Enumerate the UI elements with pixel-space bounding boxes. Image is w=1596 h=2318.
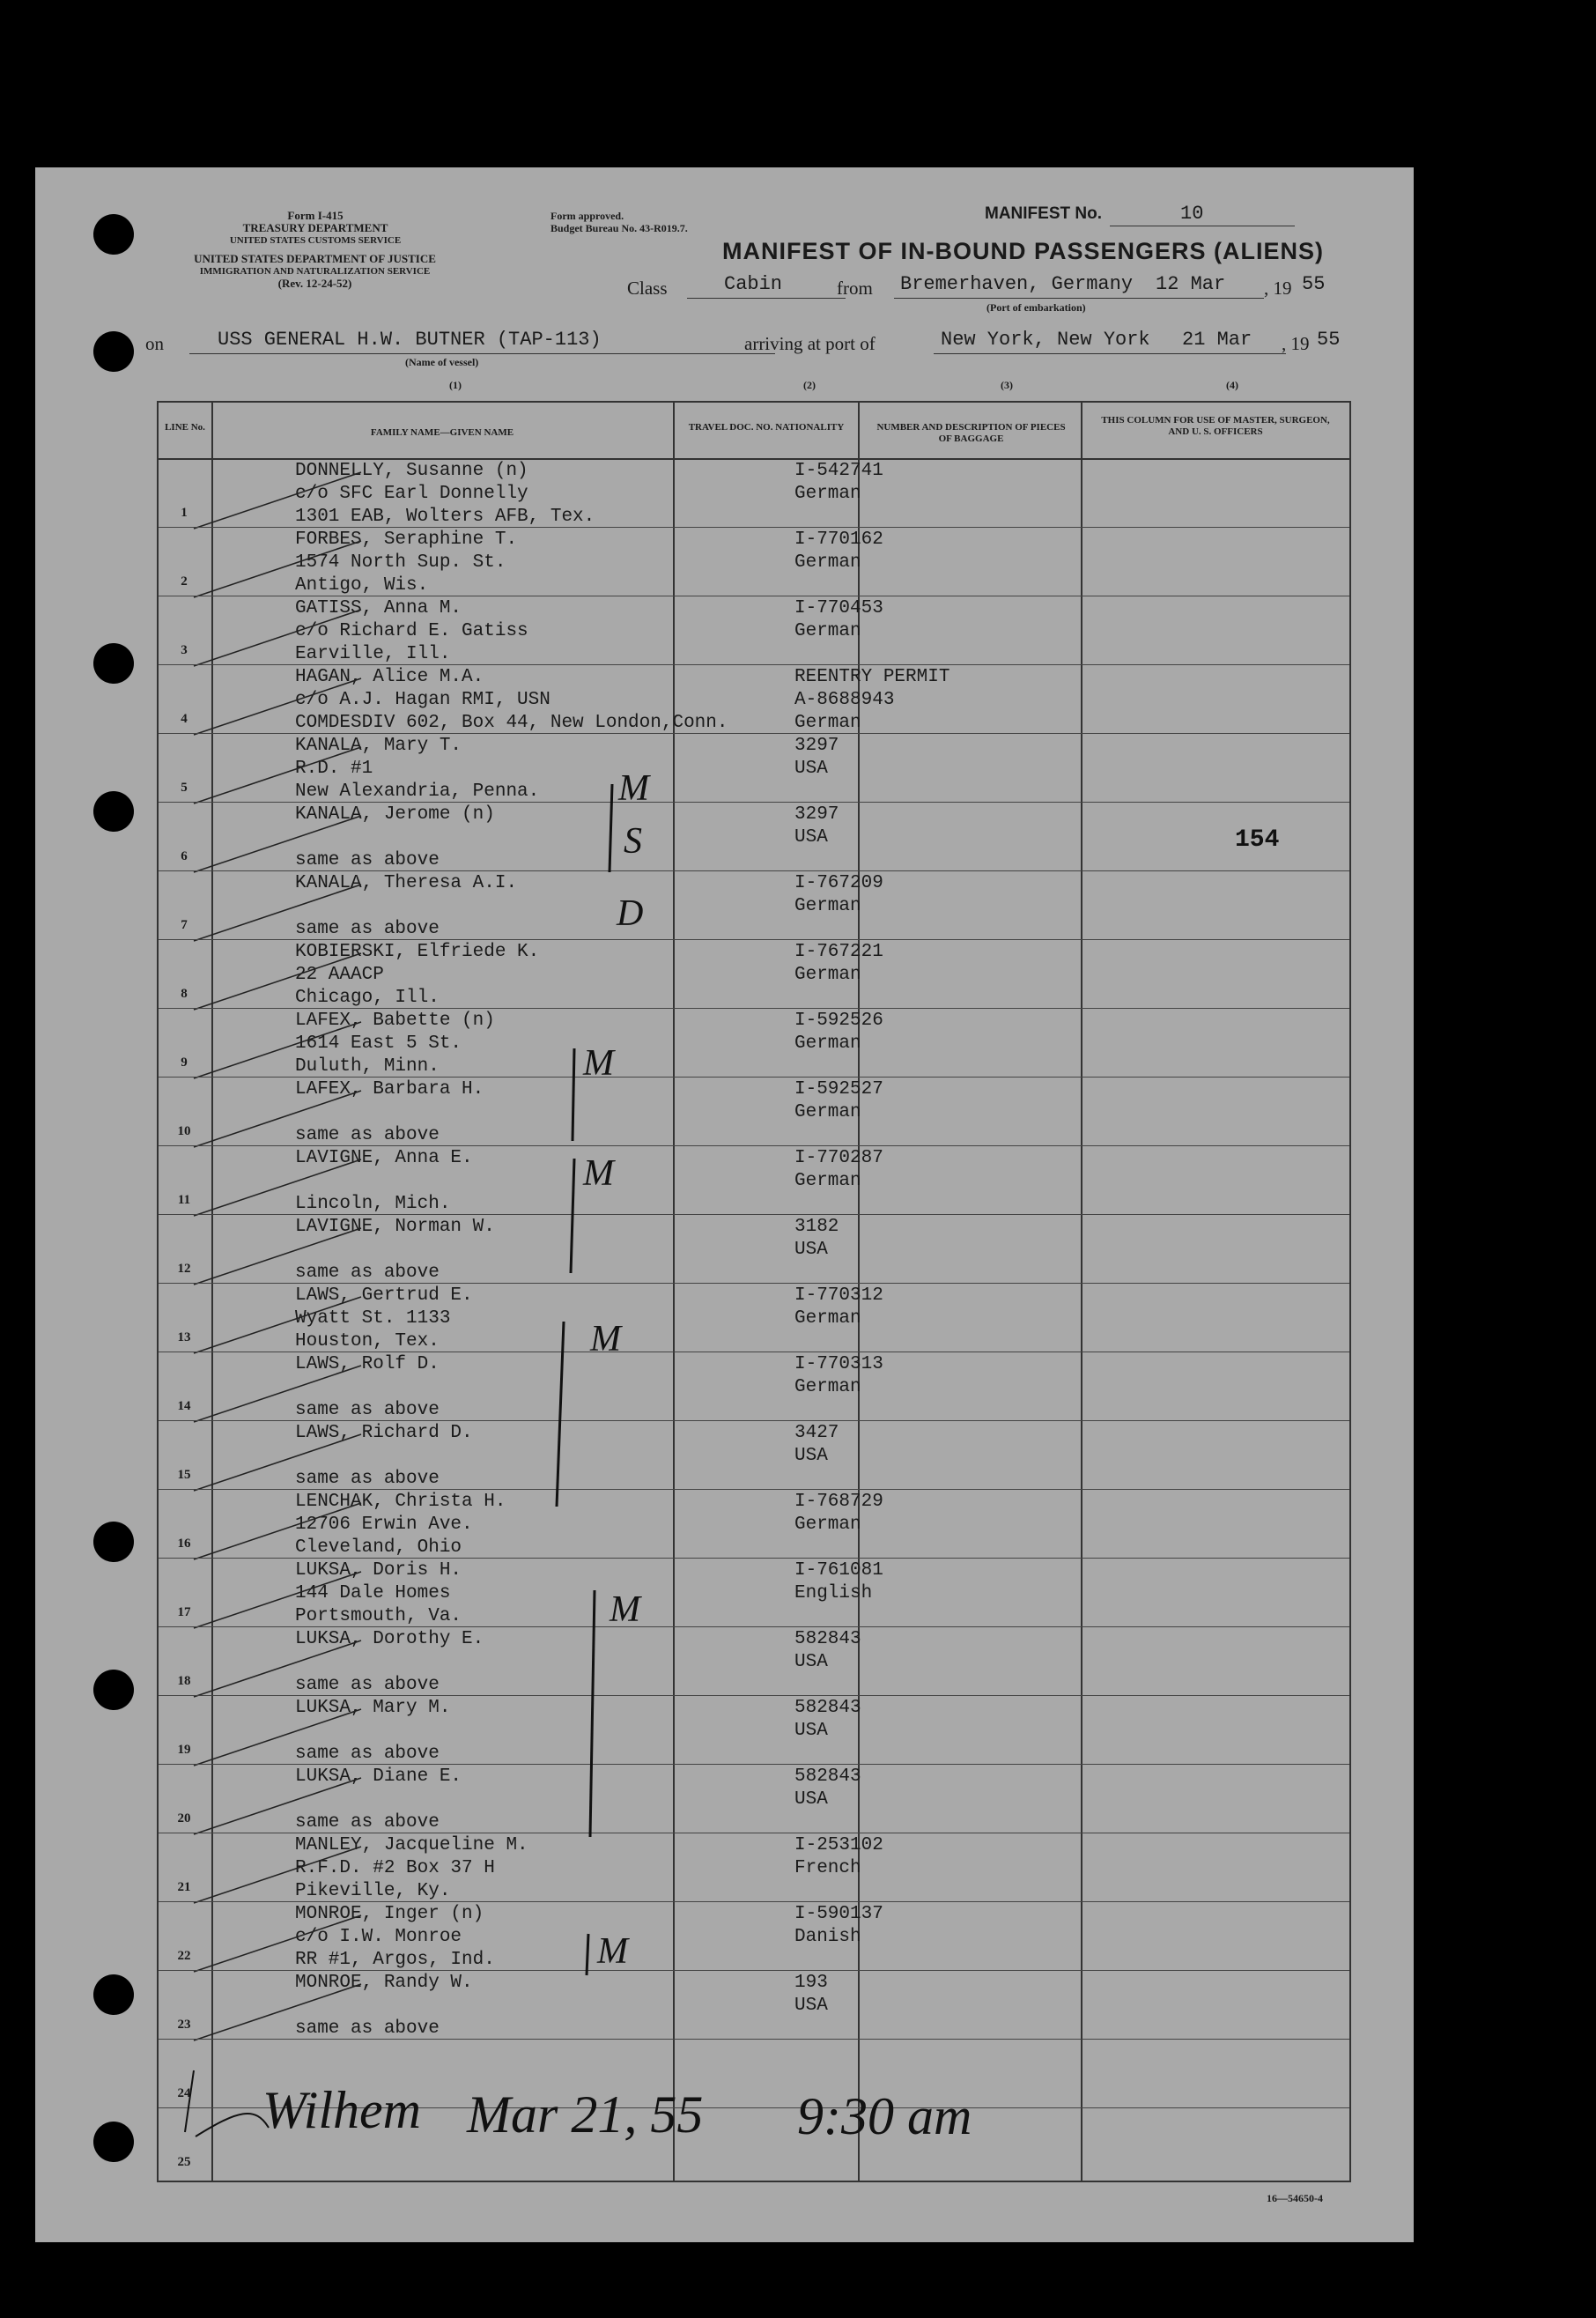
travel-doc-line: 3297 [794, 804, 839, 825]
port-of-embarkation: Bremerhaven, Germany [900, 273, 1134, 295]
line-number: 17 [177, 1605, 191, 1619]
passenger-address-line: 1574 North Sup. St. [295, 552, 506, 573]
passenger-name: HAGAN, Alice M.A. [295, 667, 484, 687]
passenger-address-line: same as above [295, 850, 440, 870]
line-number: 12 [177, 1262, 191, 1276]
embark-year: 55 [1302, 273, 1326, 295]
passenger-address-line: COMDESDIV 602, Box 44, New London,Conn. [295, 713, 728, 733]
travel-doc-line: 582843 [794, 1629, 861, 1649]
travel-doc-line: I-592526 [794, 1011, 883, 1031]
manifest-page [35, 167, 1414, 2242]
passenger-name: GATISS, Anna M. [295, 598, 462, 618]
passenger-name: MONROE, Randy W. [295, 1973, 473, 1993]
port-embark-note: (Port of embarkation) [986, 301, 1086, 314]
travel-doc-line: USA [794, 1721, 828, 1741]
passenger-address-line: same as above [295, 919, 440, 939]
line-number: 21 [177, 1880, 191, 1894]
passenger-name: LAWS, Rolf D. [295, 1354, 440, 1374]
travel-doc-line: German [794, 1171, 861, 1191]
travel-doc-line: German [794, 1308, 861, 1329]
passenger-address-line: same as above [295, 1812, 440, 1833]
line-number: 23 [177, 2018, 191, 2032]
manifest-title: MANIFEST OF IN-BOUND PASSENGERS (ALIENS) [722, 238, 1325, 264]
travel-doc-line: German [794, 1033, 861, 1054]
passenger-name: KANALA, Jerome (n) [295, 804, 495, 825]
travel-doc-line: German [794, 896, 861, 916]
travel-doc-line: USA [794, 759, 828, 779]
line-number: 6 [181, 849, 188, 863]
arrival-date: 21 Mar [1182, 329, 1252, 351]
passenger-address-line: Wyatt St. 1133 [295, 1308, 451, 1329]
mark-m-line9: M [583, 1043, 614, 1084]
travel-doc-line: German [794, 1377, 861, 1397]
passenger-name: LAWS, Richard D. [295, 1423, 473, 1443]
travel-doc-line: German [794, 713, 861, 733]
passenger-name: KANALA, Mary T. [295, 736, 462, 756]
travel-doc-line: USA [794, 1240, 828, 1260]
line-number: 16 [177, 1537, 191, 1551]
travel-doc-line: I-592527 [794, 1079, 883, 1100]
handwritten-marks [35, 167, 1414, 2242]
passenger-name: LUKSA, Diane E. [295, 1766, 462, 1787]
line-number: 8 [181, 987, 188, 1001]
travel-doc-line: USA [794, 1996, 828, 2016]
header-line-no: LINE No. [165, 422, 205, 433]
passenger-address-line: Chicago, Ill. [295, 988, 440, 1008]
passenger-address-line: c/o Richard E. Gatiss [295, 621, 528, 641]
dept-ins: IMMIGRATION AND NATURALIZATION SERVICE [199, 266, 431, 277]
passenger-address-line: same as above [295, 1469, 440, 1489]
form-approved: Form approved. [550, 210, 624, 222]
travel-doc-line: 582843 [794, 1698, 861, 1718]
line-number: 2 [181, 574, 188, 589]
header-name: FAMILY NAME—GIVEN NAME [370, 427, 514, 438]
travel-doc-line: I-770453 [794, 598, 883, 618]
passenger-name: LAFEX, Babette (n) [295, 1011, 495, 1031]
dept-customs: UNITED STATES CUSTOMS SERVICE [229, 235, 402, 246]
passenger-address-line: Cleveland, Ohio [295, 1537, 462, 1558]
travel-doc-line: USA [794, 827, 828, 848]
passenger-name: MONROE, Inger (n) [295, 1904, 484, 1924]
passenger-address-line: c/o A.J. Hagan RMI, USN [295, 690, 550, 710]
passenger-name: LUKSA, Mary M. [295, 1698, 451, 1718]
travel-doc-line: USA [794, 1652, 828, 1672]
on-label: on [145, 333, 164, 354]
travel-doc-line: I-770312 [794, 1285, 883, 1306]
line-number: 10 [177, 1124, 191, 1138]
travel-doc-line: I-767209 [794, 873, 883, 893]
travel-doc-line: French [794, 1858, 861, 1878]
passenger-name: LUKSA, Doris H. [295, 1560, 462, 1581]
travel-doc-line: A-8688943 [794, 690, 895, 710]
line-number: 18 [177, 1674, 191, 1688]
passenger-address-line: Portsmouth, Va. [295, 1606, 462, 1626]
passenger-address-line: New Alexandria, Penna. [295, 781, 540, 802]
manifest-no-label: MANIFEST No. [985, 204, 1102, 223]
header-travel-doc: TRAVEL DOC. NO. NATIONALITY [688, 422, 845, 433]
line-number: 14 [177, 1399, 191, 1413]
mark-m-line13: M [590, 1319, 621, 1359]
passenger-address-line: Houston, Tex. [295, 1331, 440, 1352]
travel-doc-line: USA [794, 1789, 828, 1810]
travel-doc-line: 193 [794, 1973, 828, 1993]
vessel-name: USS GENERAL H.W. BUTNER (TAP-113) [218, 329, 602, 351]
passenger-address-line: Pikeville, Ky. [295, 1881, 451, 1901]
line-number: 5 [181, 781, 188, 795]
from-label: from [837, 278, 873, 299]
line-number: 9 [181, 1055, 188, 1070]
dept-justice: UNITED STATES DEPARTMENT OF JUSTICE [194, 252, 436, 265]
passenger-address-line: c/o SFC Earl Donnelly [295, 484, 528, 504]
travel-doc-line: I-542741 [794, 461, 883, 481]
line-number: 11 [177, 1193, 191, 1207]
header-officers: THIS COLUMN FOR USE OF MASTER, SURGEON, AND U. S. OFFICERS [1101, 415, 1330, 437]
travel-doc-line: REENTRY PERMIT [794, 667, 950, 687]
passenger-address-line: 1614 East 5 St. [295, 1033, 462, 1054]
revision: (Rev. 12-24-52) [277, 277, 352, 290]
vessel-note: (Name of vessel) [405, 356, 479, 368]
line-number: 7 [181, 918, 188, 932]
class-label: Class [627, 278, 668, 299]
passenger-address-line: Lincoln, Mich. [295, 1194, 451, 1214]
arrival-year: 55 [1317, 329, 1341, 351]
col-num-2: (2) [803, 379, 816, 391]
passenger-name: KANALA, Theresa A.I. [295, 873, 518, 893]
travel-doc-line: German [794, 484, 861, 504]
line-number: 25 [177, 2155, 191, 2169]
header-baggage: NUMBER AND DESCRIPTION OF PIECES OF BAGGAGE [876, 422, 1066, 444]
officer-note-154: 154 [1235, 826, 1280, 854]
travel-doc-line: I-761081 [794, 1560, 883, 1581]
mark-m-line5: M [618, 768, 649, 809]
travel-doc-line: German [794, 1102, 861, 1122]
passenger-address-line: Duluth, Minn. [295, 1056, 440, 1077]
passenger-address-line: 144 Dale Homes [295, 1583, 451, 1603]
manifest-no: 10 [1180, 203, 1204, 225]
line-number: 4 [181, 712, 188, 726]
embark-date: 12 Mar [1156, 273, 1226, 295]
travel-doc-line: I-770287 [794, 1148, 883, 1168]
travel-doc-line: 3427 [794, 1423, 839, 1443]
passenger-name: LUKSA, Dorothy E. [295, 1629, 484, 1649]
mark-s-line6: S [624, 821, 642, 862]
travel-doc-line: I-253102 [794, 1835, 883, 1855]
arrival-port: New York, New York [941, 329, 1150, 351]
line-number: 3 [181, 643, 188, 657]
travel-doc-line: I-767221 [794, 942, 883, 962]
passenger-address-line: same as above [295, 1675, 440, 1695]
passenger-address-line: 1301 EAB, Wolters AFB, Tex. [295, 507, 595, 527]
travel-doc-line: Danish [794, 1927, 861, 1947]
arrival-year-prefix: , 19 [1282, 333, 1310, 354]
travel-doc-line: 3297 [794, 736, 839, 756]
travel-doc-line: English [794, 1583, 873, 1603]
passenger-address-line: Antigo, Wis. [295, 575, 429, 596]
form-code: 16—54650-4 [1267, 2192, 1323, 2204]
travel-doc-line: I-770162 [794, 530, 883, 550]
mark-m-line11: M [583, 1153, 614, 1194]
passenger-name: DONNELLY, Susanne (n) [295, 461, 528, 481]
passenger-name: LAFEX, Barbara H. [295, 1079, 484, 1100]
line-number: 15 [177, 1468, 191, 1482]
travel-doc-line: German [794, 965, 861, 985]
signature-name: Wilhem [262, 2081, 421, 2139]
passenger-address-line: same as above [295, 2018, 440, 2039]
line-number: 22 [177, 1949, 191, 1963]
passenger-name: LAWS, Gertrud E. [295, 1285, 473, 1306]
mark-m-line22: M [597, 1931, 628, 1972]
travel-doc-line: I-770313 [794, 1354, 883, 1374]
passenger-address-line: R.D. #1 [295, 759, 373, 779]
passenger-address-line: same as above [295, 1400, 440, 1420]
travel-doc-line: 582843 [794, 1766, 861, 1787]
mark-d-line7: D [617, 893, 644, 934]
travel-doc-line: German [794, 621, 861, 641]
passenger-name: LAVIGNE, Norman W. [295, 1217, 495, 1237]
passenger-address-line: same as above [295, 1744, 440, 1764]
line-number: 19 [177, 1743, 191, 1757]
passenger-address-line: c/o I.W. Monroe [295, 1927, 462, 1947]
passenger-address-line: 12706 Erwin Ave. [295, 1514, 473, 1535]
passenger-address-line: same as above [295, 1263, 440, 1283]
passenger-name: MANLEY, Jacqueline M. [295, 1835, 528, 1855]
col-num-1: (1) [449, 379, 462, 391]
line-number: 1 [181, 506, 188, 520]
arriving-label: arriving at port of [744, 333, 876, 354]
budget-bureau: Budget Bureau No. 43-R019.7. [550, 222, 688, 234]
travel-doc-line: German [794, 552, 861, 573]
class-value: Cabin [724, 273, 783, 295]
passenger-name: KOBIERSKI, Elfriede K. [295, 942, 540, 962]
line-number: 13 [177, 1330, 191, 1344]
travel-doc-line: I-590137 [794, 1904, 883, 1924]
embark-year-prefix: , 19 [1264, 278, 1292, 299]
travel-doc-line: USA [794, 1446, 828, 1466]
passenger-address-line: RR #1, Argos, Ind. [295, 1950, 495, 1970]
col-num-3: (3) [1001, 379, 1013, 391]
dept-treasury: TREASURY DEPARTMENT [242, 221, 388, 234]
passenger-address-line: same as above [295, 1125, 440, 1145]
mark-m-line17: M [610, 1589, 640, 1630]
form-number: Form I-415 [287, 209, 344, 222]
signature-time: 9:30 am [797, 2087, 972, 2145]
travel-doc-line: German [794, 1514, 861, 1535]
travel-doc-line: I-768729 [794, 1492, 883, 1512]
line-number: 24 [177, 2086, 191, 2100]
passenger-name: LAVIGNE, Anna E. [295, 1148, 473, 1168]
line-number: 20 [177, 1811, 191, 1826]
passenger-address-line: Earville, Ill. [295, 644, 451, 664]
travel-doc-line: 3182 [794, 1217, 839, 1237]
passenger-name: FORBES, Seraphine T. [295, 530, 518, 550]
col-num-4: (4) [1226, 379, 1238, 391]
passenger-name: LENCHAK, Christa H. [295, 1492, 506, 1512]
passenger-address-line: 22 AAACP [295, 965, 384, 985]
passenger-address-line: R.F.D. #2 Box 37 H [295, 1858, 495, 1878]
signature-date: Mar 21, 55 [467, 2085, 704, 2144]
